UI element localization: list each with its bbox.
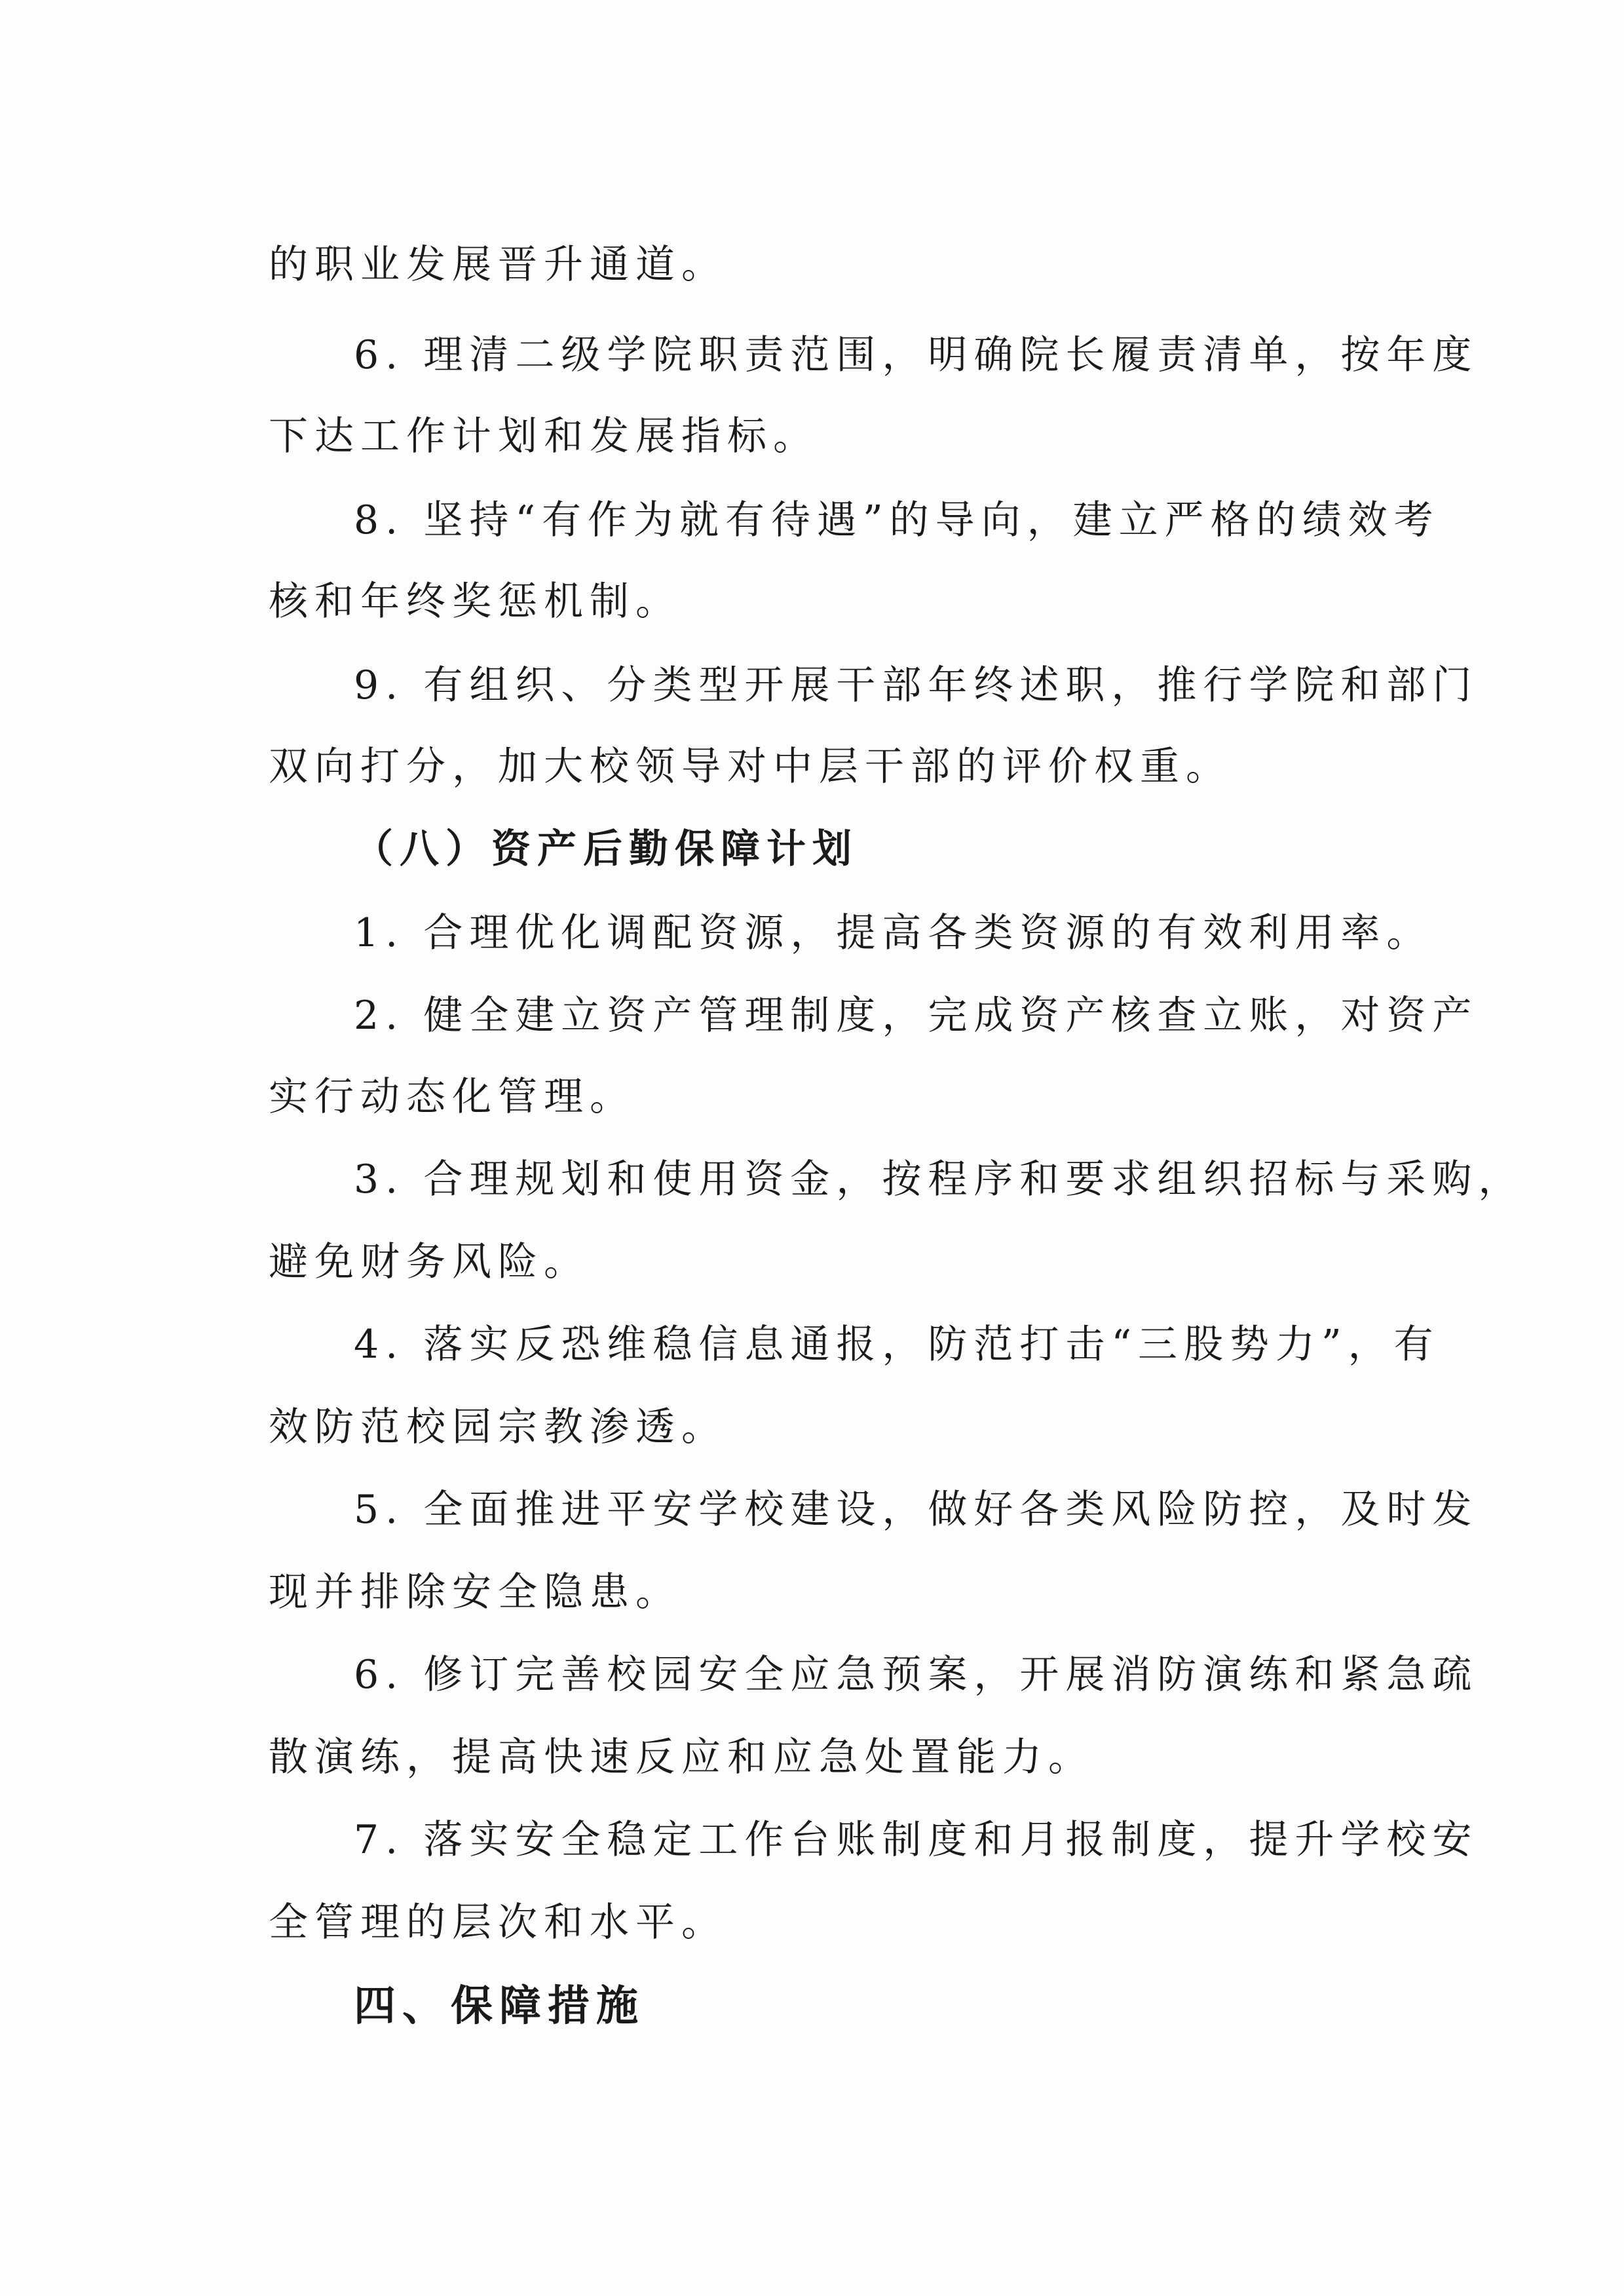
asset-item-6-line-2: 散演练，提高快速反应和应急处置能力。 [269, 1734, 1094, 1780]
asset-item-4-line-2: 效防范校园宗教渗透。 [269, 1404, 727, 1450]
asset-item-7-line-1: 7. 落实安全稳定工作台账制度和月报制度，提升学校安 [354, 1817, 1479, 1863]
asset-item-4-line-1: 4. 落实反恐维稳信息通报，防范打击“三股势力”，有 [354, 1322, 1440, 1368]
paragraph-line-continuation: 的职业发展晋升通道。 [269, 242, 727, 288]
asset-item-7-line-2: 全管理的层次和水平。 [269, 1900, 727, 1945]
asset-item-5-line-1: 5. 全面推进平安学校建设，做好各类风险防控，及时发 [354, 1487, 1479, 1533]
asset-item-6-line-1: 6. 修订完善校园安全应急预案，开展消防演练和紧急疏 [354, 1652, 1479, 1698]
list-item-8-line-2: 核和年终奖惩机制。 [269, 579, 681, 624]
asset-item-5-line-2: 现并排除安全隐患。 [269, 1569, 681, 1615]
list-item-9-line-1: 9. 有组织、分类型开展干部年终述职，推行学院和部门 [354, 662, 1479, 708]
list-item-8-line-1: 8. 坚持“有作为就有待遇”的导向，建立严格的绩效考 [354, 497, 1440, 543]
section-heading-4: 四、保障措施 [354, 1982, 645, 2031]
list-item-6-line-2: 下达工作计划和发展指标。 [269, 413, 819, 459]
asset-item-3-line-1: 3. 合理规划和使用资金，按程序和要求组织招标与采购， [354, 1157, 1524, 1202]
list-item-9-line-2: 双向打分，加大校领导对中层干部的评价权重。 [269, 744, 1232, 790]
list-item-6-line-1: 6. 理清二级学院职责范围，明确院长履责清单，按年度 [354, 332, 1479, 378]
section-heading-8: （八）资产后勤保障计划 [354, 826, 858, 872]
asset-item-3-line-2: 避免财务风险。 [269, 1239, 590, 1285]
asset-item-1: 1. 合理优化调配资源，提高各类资源的有效利用率。 [354, 910, 1433, 956]
asset-item-2-line-2: 实行动态化管理。 [269, 1074, 635, 1120]
asset-item-2-line-1: 2. 健全建立资产管理制度，完成资产核查立账，对资产 [354, 993, 1479, 1039]
